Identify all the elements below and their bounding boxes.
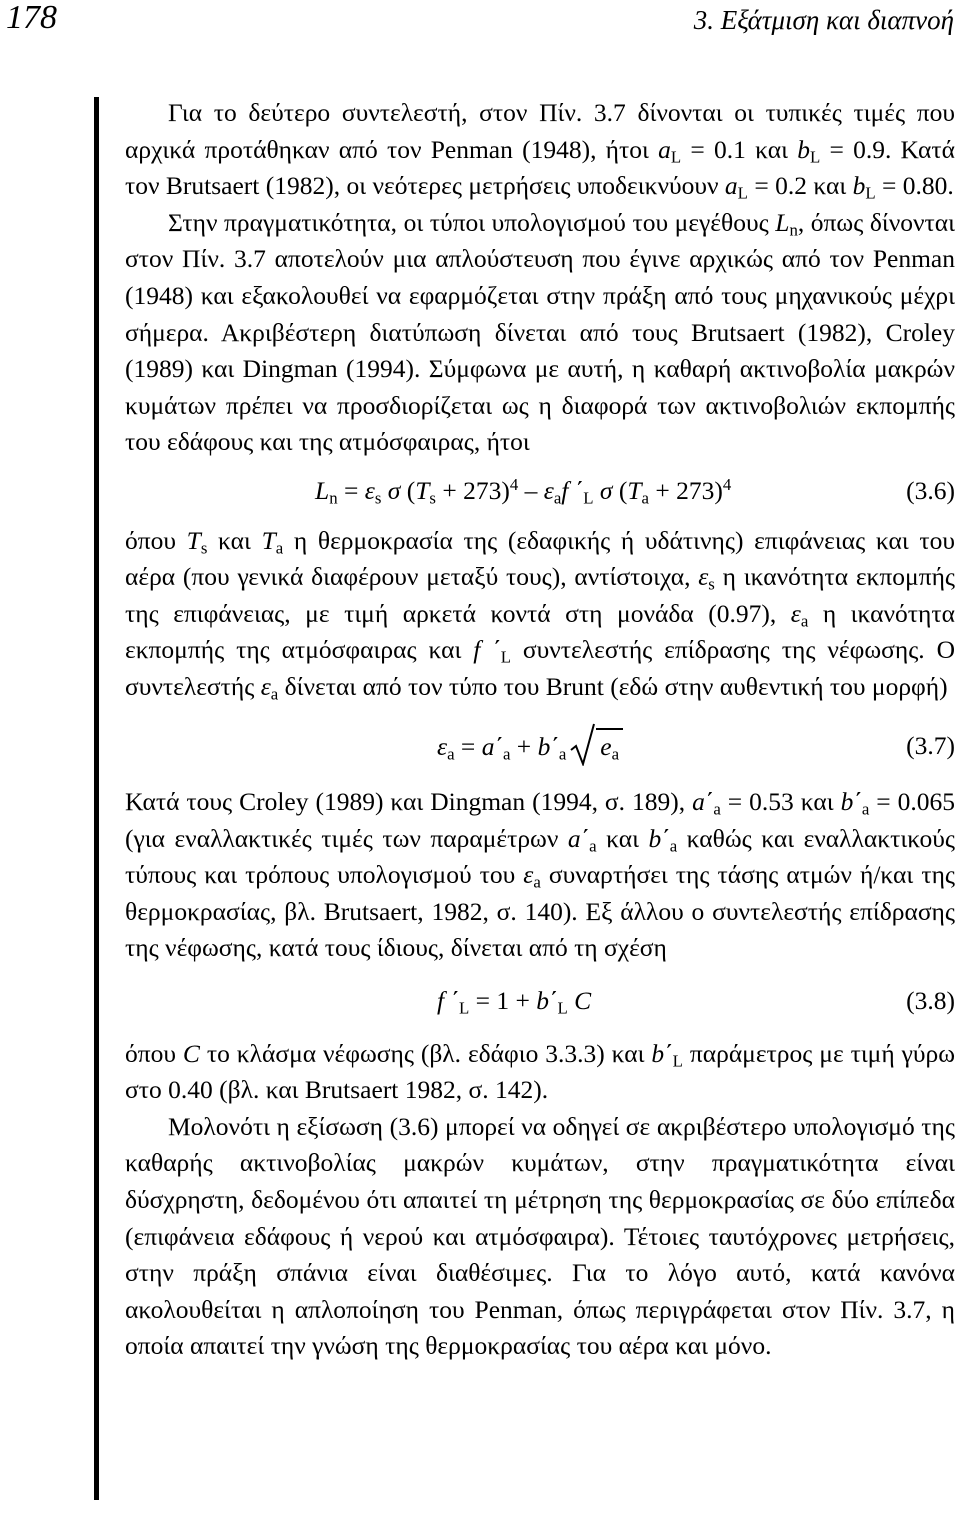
symbol-L: L — [775, 207, 790, 237]
symbol-epsilon: ε — [260, 671, 271, 701]
subscript-a: a — [713, 799, 721, 819]
text-run: παράμετρος με τιμή γύρω στο 0.40 (βλ. και Brutsaert 1982, σ. 142). — [125, 1038, 955, 1105]
equation-number: (3.8) — [906, 986, 955, 1016]
text-run: το κλάσμα νέφωσης (βλ. εδάφιο 3.3.3) και — [199, 1038, 652, 1068]
plus-273: + 273) — [435, 475, 510, 505]
equation-formula — [315, 473, 731, 510]
subscript-s: s — [708, 574, 715, 594]
symbol-b-prime: b΄ — [648, 823, 670, 853]
paragraph-3 — [125, 523, 955, 706]
text-run: = 0.1 και — [681, 134, 798, 164]
subscript-a: a — [275, 538, 284, 558]
subscript-a: a — [553, 488, 562, 508]
equals-one-plus: = 1 + — [469, 986, 537, 1016]
symbol-b-prime: b΄ — [536, 986, 558, 1016]
symbol-C: C — [574, 986, 592, 1016]
symbol-b: b — [852, 171, 866, 201]
symbol-f-prime: f ΄ — [561, 475, 584, 505]
symbol-epsilon: ε — [437, 731, 448, 761]
subscript-L: L — [670, 147, 682, 167]
radical-sign-icon — [570, 722, 596, 766]
text-run: Κατά τους Croley (1989) και Dingman (1994, σ. 189), — [125, 787, 693, 817]
plus-273: + 273) — [649, 475, 723, 505]
open-paren: ( — [400, 475, 416, 505]
radicand — [596, 728, 623, 764]
change-bar — [94, 97, 99, 1500]
equation-number: (3.6) — [906, 475, 955, 505]
subscript-a: a — [558, 744, 567, 764]
paragraph-5 — [125, 1036, 955, 1109]
equation-3-7 — [125, 728, 955, 765]
equals-sign: = — [337, 475, 365, 505]
subscript-a: a — [611, 744, 620, 764]
symbol-b: b — [797, 134, 810, 164]
symbol-T: T — [261, 525, 276, 555]
symbol-sigma: σ — [387, 475, 401, 505]
symbol-epsilon: ε — [364, 475, 375, 505]
text-run: = 0.2 και — [747, 171, 853, 201]
subscript-L: L — [557, 998, 568, 1018]
text-run: η θερμοκρασία της (εδαφικής ή υδάτινης) επιφάνειας και του αέρα (που γενικά διαφέρουν μεταξύ τους), αντίστοιχα, — [125, 525, 955, 592]
text-run: δίνεται από τον τύπο του Brunt (εδώ στην αυθεντική του μορφή) — [278, 671, 948, 701]
text-run: η ικανότητα εκπομπής της επιφάνειας, με τιμή αρκετά κοντά στη μονάδα (0.97), — [125, 562, 956, 628]
subscript-L: L — [583, 488, 594, 508]
symbol-epsilon: ε — [523, 860, 534, 890]
symbol-f-prime: f ΄ — [473, 635, 501, 665]
equation-3-8 — [125, 983, 955, 1020]
subscript-n: n — [789, 220, 798, 240]
minus-sign: – — [518, 475, 544, 505]
subscript-a: a — [589, 836, 597, 856]
text-run: = 0.9. Κατά τον Brutsaert (1982), οι νεότερες μετρήσεις υποδεικνύουν — [125, 134, 955, 201]
text-run: η ικανότητα εκπομπής της ατμόσφαιρας και — [125, 598, 955, 665]
subscript-a: a — [861, 799, 870, 819]
text-run: = 0.80. — [875, 171, 954, 201]
page-number: 178 — [6, 0, 57, 36]
subscript-L: L — [458, 998, 470, 1018]
symbol-epsilon: ε — [790, 598, 801, 628]
symbol-T: T — [627, 475, 642, 505]
symbol-sigma: σ — [599, 475, 613, 505]
paragraph-2 — [125, 205, 955, 461]
symbol-L: L — [315, 475, 330, 505]
subscript-L: L — [737, 183, 748, 203]
text-run: και — [596, 823, 649, 853]
body-text — [125, 95, 955, 1365]
exponent-4: 4 — [722, 474, 732, 494]
running-head: 3. Εξάτμιση και διαπνοή — [693, 5, 954, 35]
subscript-a: a — [641, 488, 650, 508]
equation-formula — [437, 728, 623, 766]
symbol-a: a — [658, 134, 671, 164]
subscript-L: L — [865, 183, 876, 203]
subscript-a: a — [502, 744, 511, 764]
symbol-b-prime: b΄ — [840, 787, 862, 817]
text-run: καθώς και εναλλακτικούς τύπους και τρόπους υπολογισμού του — [125, 823, 955, 890]
subscript-L: L — [500, 648, 511, 668]
subscript-s: s — [429, 488, 436, 508]
symbol-f-prime: f ΄ — [437, 986, 459, 1016]
equation-3-6 — [125, 473, 955, 510]
plus-sign: + — [510, 731, 538, 761]
equals-sign: = — [454, 731, 482, 761]
symbol-a-prime: a΄ — [567, 823, 590, 853]
paragraph-6: Μολονότι η εξίσωση (3.6) μπορεί να οδηγεί σε ακριβέστερο υπολογισμό της καθαρής ακτινοβολίας μακρών κυμάτων, στην πραγματικότητα είναι δύσχρηστη, δεδομένου ότι απαιτεί τη μέτρηση της θερμοκρασίας σε δύο επίπεδα (επιφάνεια εδάφους ή νερού και ατμόσφαιρα). Τέτοιες ταυτόχρονες μετρήσεις, στην πράξη σπάνια είναι διαθέσιμες. Για το λόγο αυτό, κατά κανόνα ακολουθείται η απλοποίηση του Penman, όπως περιγράφεται στον Πίν. 3.7, η οποία απαιτεί την γνώση της θερμοκρασίας του αέρα και μόνο. — [125, 1111, 955, 1361]
symbol-epsilon: ε — [698, 562, 709, 592]
symbol-C: C — [182, 1038, 200, 1068]
subscript-a: a — [533, 872, 541, 892]
subscript-a: a — [447, 744, 455, 764]
symbol-a-prime: a΄ — [481, 731, 503, 761]
subscript-s: s — [200, 538, 208, 558]
square-root — [570, 728, 623, 766]
symbol-T: T — [415, 475, 430, 505]
symbol-b-prime: b΄ — [537, 731, 559, 761]
symbol-e: e — [600, 731, 612, 761]
subscript-n: n — [329, 488, 338, 508]
open-paren: ( — [612, 475, 628, 505]
paragraph-4 — [125, 784, 955, 967]
text-run: Για το δεύτερο συντελεστή, στον Πίν. 3.7 δίνονται οι τυπικές τιμές που αρχικά προτάθηκαν από τον Penman (1948), ήτοι — [125, 98, 955, 164]
text-run: , όπως δίνονται στον Πίν. 3.7 αποτελούν μια απλούστευση που έγινε αρχικώς από τον Penman (1948) και εξακολουθεί να εφαρμόζεται στην πράξη από τους μηχανικούς μέχρι σήμερα. Ακριβέστερη διατύπωση δίνεται από τους Brutsaert (1982), Croley (1989) και Dingman (1994). Σύμφωνα με αυτή, η καθαρή ακτινοβολία μακρών κυμάτων πρέπει να προσδιορίζεται ως η διαφορά των ακτινοβολιών εκπομπής του εδάφους και της ατμόσφαιρας, ήτοι — [125, 207, 955, 457]
text-run: και — [207, 525, 262, 555]
paragraph-1 — [125, 95, 955, 205]
text-run: συντελεστής επίδρασης της νέφωσης. Ο συντελεστής — [125, 635, 955, 701]
symbol-T: T — [186, 525, 201, 555]
subscript-L: L — [809, 147, 821, 167]
subscript-L: L — [672, 1051, 683, 1071]
text-run: συναρτήσει της τάσης ατμών ή/και της θερμοκρασίας, βλ. Brutsaert, 1982, σ. 140). Εξ άλλου ο συντελεστής επίδρασης της νέφωσης, κατά τους ίδιους, δίνεται από τη σχέση — [125, 860, 955, 963]
symbol-epsilon: ε — [543, 475, 554, 505]
equation-number: (3.7) — [906, 730, 955, 760]
subscript-s: s — [374, 488, 382, 508]
symbol-a-prime: a΄ — [692, 787, 714, 817]
symbol-b-prime: b΄ — [651, 1038, 673, 1068]
exponent-4: 4 — [509, 474, 519, 494]
page-header — [0, 0, 960, 40]
subscript-a: a — [669, 836, 678, 856]
text-run: Στην πραγματικότητα, οι τύποι υπολογισμού του μεγέθους — [168, 207, 776, 237]
subscript-a: a — [800, 611, 809, 631]
text-run: όπου — [125, 1038, 183, 1068]
text-run: όπου — [125, 525, 187, 555]
symbol-a: a — [724, 171, 738, 201]
equation-formula — [437, 983, 591, 1020]
text-run: = 0.065 (για εναλλακτικές τιμές των παραμέτρων — [125, 787, 956, 853]
text-run: = 0.53 και — [720, 787, 841, 817]
subscript-a: a — [270, 684, 279, 704]
